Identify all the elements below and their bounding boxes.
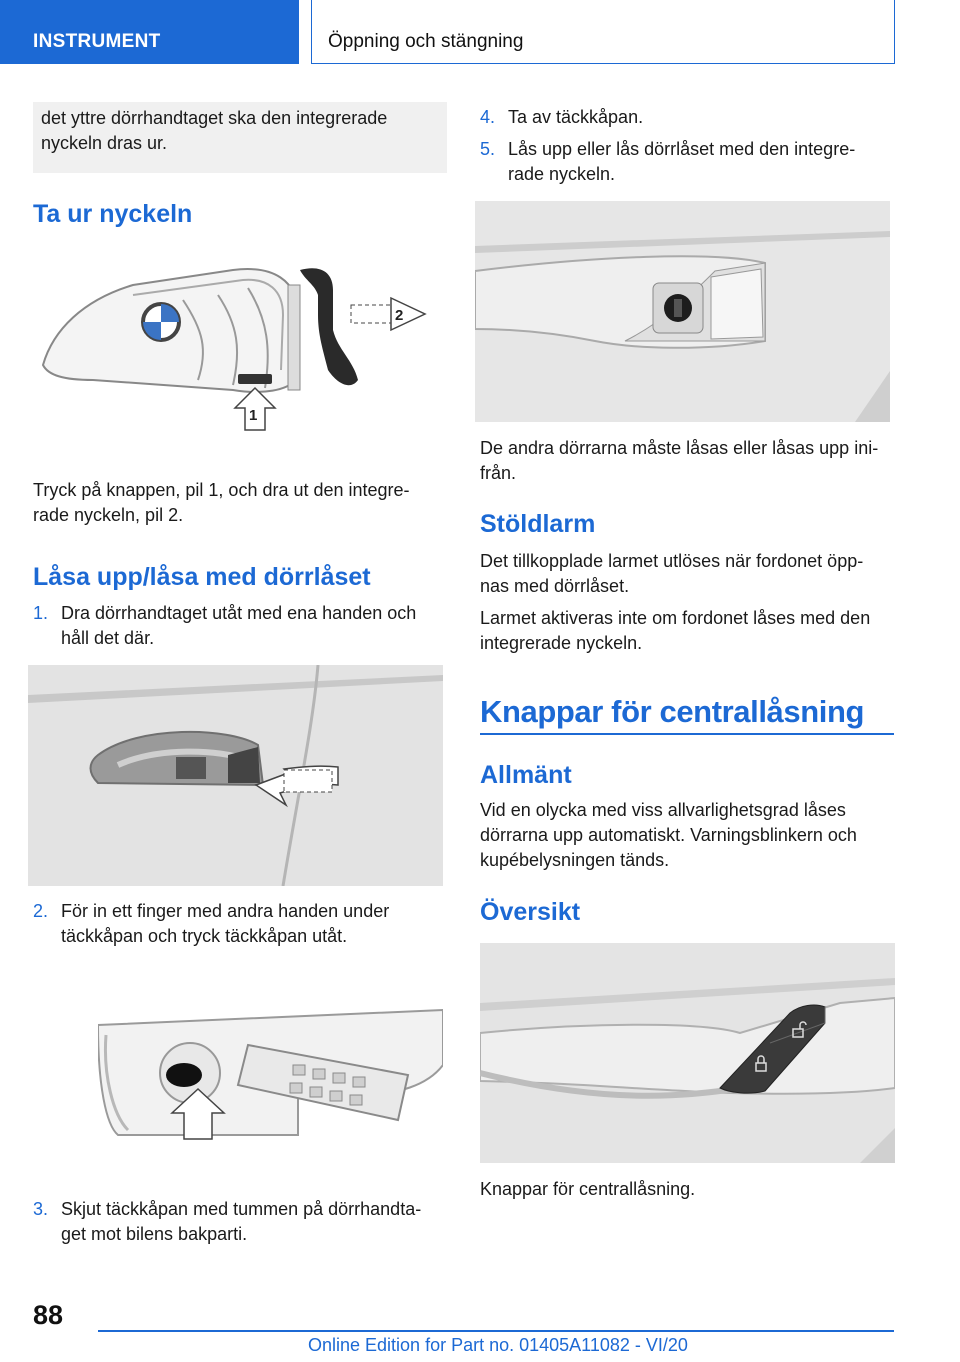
remove-key-text-line2: rade nyckeln, pil 2. [33,505,184,525]
arrow-2-icon [351,298,425,330]
footer-edition: Online Edition for Part no. 01405A11082 - VI/20 [308,1335,688,1355]
arrow-2-label: 2 [395,307,404,324]
alarm-text-2a: Larmet aktiveras inte om fordonet låses med den [480,608,871,628]
central-locking-figure [480,943,895,1163]
step-1-number: 1. [33,603,49,623]
heading-alarm: Stöldlarm [480,510,596,538]
step-5-number: 5. [480,139,496,159]
step-2-line1: För in ett finger med andra handen under [61,901,390,921]
page-number: 88 [33,1300,64,1330]
cover-cap-figure [98,1005,443,1143]
step-5-line2: rade nyckeln. [508,164,616,184]
general-line3: kupébelysningen tänds. [480,850,670,870]
step-2-number: 2. [33,901,49,921]
header-chapter-box [311,0,895,64]
step-2-line2: täckkåpan och tryck täckkåpan utåt. [61,926,348,946]
step-1 [33,601,447,651]
remove-key-text-line1: Tryck på knappen, pil 1, och dra ut den integre- [33,480,410,500]
step-3 [33,1197,447,1247]
header-section-tab [0,0,299,64]
step-4-number: 4. [480,107,496,127]
door-handle-pull-figure [28,665,443,886]
step-4 [480,105,894,130]
heading-underline [480,733,894,735]
general-line2: dörrarna upp automatiskt. Varningsblinkern och [480,825,857,845]
general-line1: Vid en olycka med viss allvarlighetsgrad låses [480,800,846,820]
step-1-line2: håll det där. [61,628,155,648]
step-3-number: 3. [33,1199,49,1219]
step-1-line1: Dra dörrhandtaget utåt med ena handen och [61,603,417,623]
step-3-line2: get mot bilens bakparti. [61,1224,248,1244]
heading-remove-key: Ta ur nyckeln [33,200,193,228]
figure-caption: Knappar för centrallåsning. [480,1179,696,1199]
step-5-line1: Lås upp eller lås dörrlåset med den integre- [508,139,856,159]
heading-overview: Översikt [480,898,581,926]
header-chapter-label: Öppning och stängning [328,31,524,52]
arrow-1-label: 1 [249,407,258,424]
header-section-label: INSTRUMENT [33,31,161,52]
alarm-text-2b: integrerade nyckeln. [480,633,643,653]
step-4-line1: Ta av täckkåpan. [508,107,644,127]
step-2 [33,899,447,949]
heading-central-locking: Knappar för centrallåsning [480,694,865,729]
key-fob-figure [33,240,447,440]
heading-door-lock: Låsa upp/låsa med dörrlåset [33,563,371,591]
intro-text: det yttre dörrhandtaget ska den integrerade nyckeln dras ur. [41,108,388,153]
lock-cylinder-figure [475,201,890,422]
intro-note [33,102,447,173]
step-3-line1: Skjut täckkåpan med tummen på dörrhandta- [61,1199,422,1219]
other-doors-line1: De andra dörrarna måste låsas eller låsas upp ini- [480,438,879,458]
heading-general: Allmänt [480,761,572,789]
footer-rule [98,1330,894,1332]
alarm-text-1a: Det tillkopplade larmet utlöses när fordonet öpp- [480,551,864,571]
alarm-text-1b: nas med dörrlåset. [480,576,630,596]
other-doors-line2: från. [480,463,517,483]
step-5 [480,137,894,187]
